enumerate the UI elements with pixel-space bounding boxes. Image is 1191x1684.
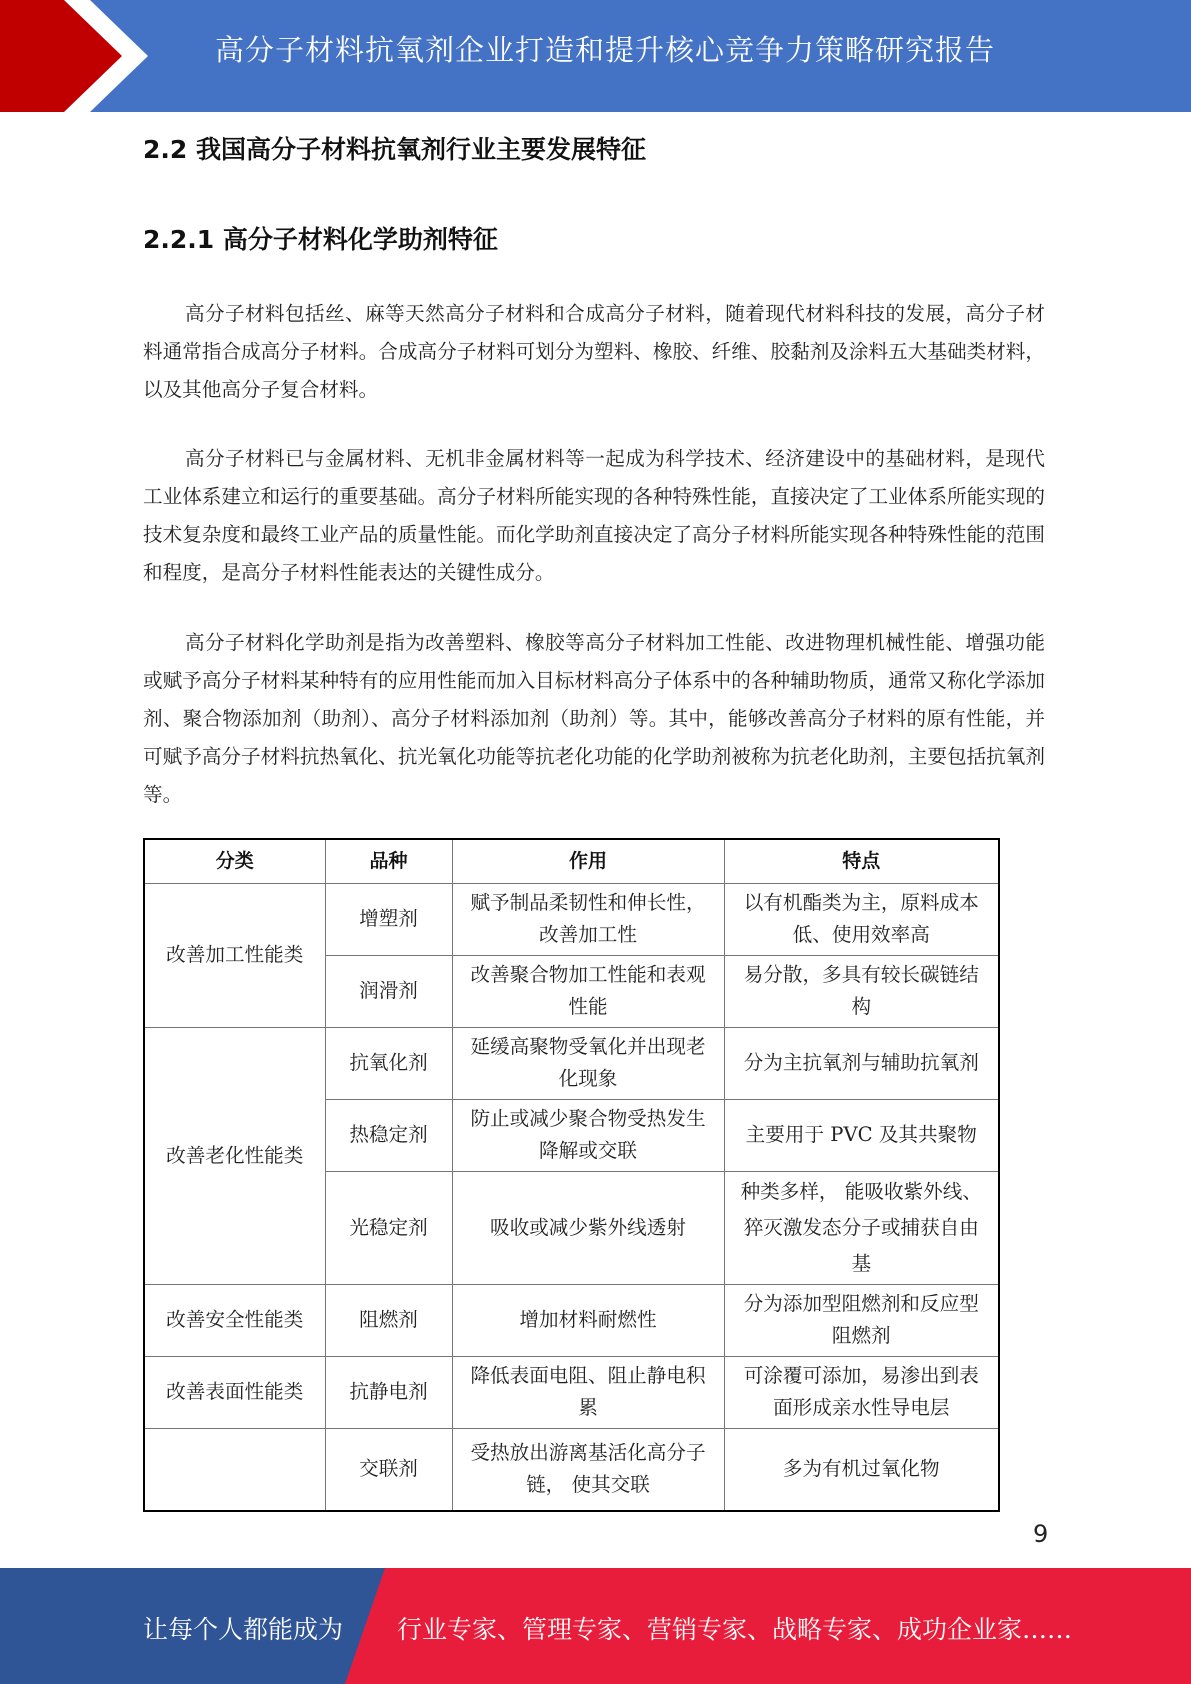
- variety-cell: 热稳定剂: [325, 1099, 452, 1171]
- subsection-heading: 2.2.1 高分子材料化学助剂特征: [143, 225, 498, 254]
- effect-cell: 赋予制品柔韧性和伸长性，改善加工性: [452, 883, 724, 955]
- variety-cell: 光稳定剂: [325, 1171, 452, 1284]
- column-header: 品种: [325, 839, 452, 883]
- effect-cell: 改善聚合物加工性能和表观性能: [452, 955, 724, 1027]
- table-row: [144, 1428, 999, 1511]
- variety-cell: 抗氧化剂: [325, 1027, 452, 1099]
- feature-cell: 多为有机过氧化物: [724, 1428, 999, 1511]
- effect-cell: 增加材料耐燃性: [452, 1284, 724, 1356]
- table-row: [144, 1027, 999, 1099]
- table-row: [144, 1356, 999, 1428]
- category-cell: 改善安全性能类: [144, 1284, 325, 1356]
- footer-band: [0, 1568, 1191, 1684]
- additives-table: [143, 838, 1000, 1512]
- column-header: 分类: [144, 839, 325, 883]
- header-title: 高分子材料抗氧剂企业打造和提升核心竞争力策略研究报告: [215, 33, 996, 67]
- effect-cell: 吸收或减少紫外线透射: [452, 1171, 724, 1284]
- header-band: [0, 0, 1191, 112]
- effect-cell: 延缓高聚物受氧化并出现老化现象: [452, 1027, 724, 1099]
- category-cell: [144, 1428, 325, 1511]
- variety-cell: 增塑剂: [325, 883, 452, 955]
- effect-cell: 防止或减少聚合物受热发生降解或交联: [452, 1099, 724, 1171]
- footer-slogan-left: 让每个人都能成为: [143, 1615, 344, 1644]
- variety-cell: 润滑剂: [325, 955, 452, 1027]
- header-arrow-icon: [0, 0, 160, 112]
- paragraph: 高分子材料已与金属材料、无机非金属材料等一起成为科学技术、经济建设中的基础材料，是现代工业体系建立和运行的重要基础。高分子材料所能实现的各种特殊性能，直接决定了工业体系所能实现的技术复杂度和最终工业产品的质量性能。而化学助剂直接决定了高分子材料所能实现各种特殊性能的范围和程度，是高分子材料性能表达的关键性成分。: [143, 447, 1045, 584]
- variety-cell: 阻燃剂: [325, 1284, 452, 1356]
- paragraph: 高分子材料化学助剂是指为改善塑料、橡胶等高分子材料加工性能、改进物理机械性能、增强功能或赋予高分子材料某种特有的应用性能而加入目标材料高分子体系中的各种辅助物质，通常又称化学添加剂、聚合物添加剂（助剂）、高分子材料添加剂（助剂）等。其中，能够改善高分子材料的原有性能，并可赋予高分子材料抗热氧化、抗光氧化功能等抗老化功能的化学助剂被称为抗老化助剂，主要包括抗氧剂等。: [143, 631, 1045, 806]
- feature-cell: 分为主抗氧剂与辅助抗氧剂: [724, 1027, 999, 1099]
- table-header-row: [144, 839, 999, 883]
- paragraph: 高分子材料包括丝、麻等天然高分子材料和合成高分子材料，随着现代材料科技的发展，高分子材料通常指合成高分子材料。合成高分子材料可划分为塑料、橡胶、纤维、胶黏剂及涂料五大基础类材料，以及其他高分子复合材料。: [143, 302, 1045, 401]
- category-cell: 改善加工性能类: [144, 883, 325, 1027]
- feature-cell: 分为添加型阻燃剂和反应型阻燃剂: [724, 1284, 999, 1356]
- category-cell: 改善表面性能类: [144, 1356, 325, 1428]
- table-row: [144, 883, 999, 955]
- section-heading: 2.2 我国高分子材料抗氧剂行业主要发展特征: [143, 135, 646, 164]
- category-cell: 改善老化性能类: [144, 1027, 325, 1284]
- variety-cell: 抗静电剂: [325, 1356, 452, 1428]
- feature-cell: 以有机酯类为主，原料成本低、使用效率高: [724, 883, 999, 955]
- feature-cell: 易分散，多具有较长碳链结构: [724, 955, 999, 1027]
- feature-cell: 可涂覆可添加，易渗出到表面形成亲水性导电层: [724, 1356, 999, 1428]
- effect-cell: 受热放出游离基活化高分子链， 使其交联: [452, 1428, 724, 1511]
- effect-cell: 降低表面电阻、阻止静电积累: [452, 1356, 724, 1428]
- page-number: 9: [1033, 1520, 1049, 1548]
- table-row: [144, 1284, 999, 1356]
- footer-slogan-right: 行业专家、管理专家、营销专家、战略专家、成功企业家……: [397, 1615, 1073, 1644]
- column-header: 作用: [452, 839, 724, 883]
- variety-cell: 交联剂: [325, 1428, 452, 1511]
- column-header: 特点: [724, 839, 999, 883]
- feature-cell: 种类多样， 能吸收紫外线、猝灭激发态分子或捕获自由基: [724, 1171, 999, 1284]
- feature-cell: 主要用于 PVC 及其共聚物: [724, 1099, 999, 1171]
